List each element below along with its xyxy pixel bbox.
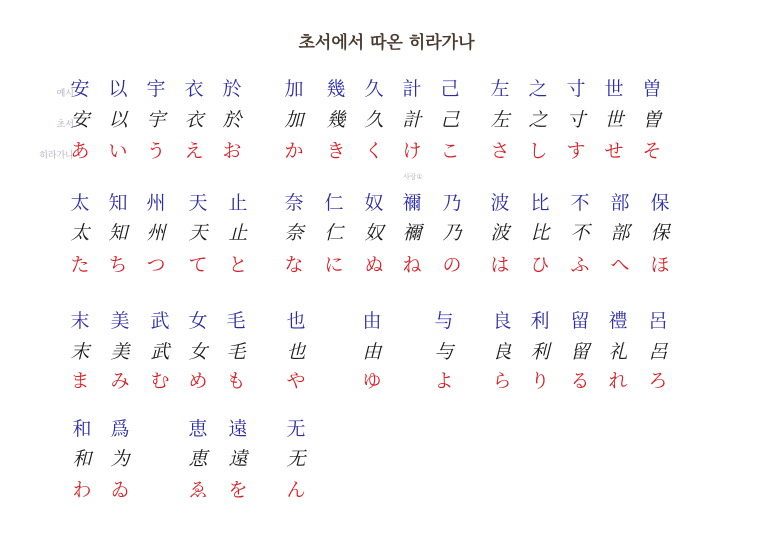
row-label-cursive: 초서 (56, 120, 74, 130)
hiragana-glyph: ん (286, 479, 306, 501)
cursive-glyph: 天 (188, 222, 208, 244)
page-title: 초서에서 따온 히라가나 (298, 33, 475, 53)
hiragana-glyph: ろ (648, 370, 668, 392)
hiragana-glyph: ね (402, 254, 422, 276)
kanji-glyph: 部 (610, 192, 630, 214)
cursive-glyph: 部 (610, 222, 630, 244)
hiragana-glyph: ゑ (188, 479, 208, 501)
hiragana-glyph: り (530, 370, 550, 392)
kanji-glyph: 无 (286, 418, 306, 440)
kanji-glyph: 波 (490, 192, 510, 214)
hiragana-glyph: ほ (650, 254, 670, 276)
cursive-glyph: 知 (108, 222, 128, 244)
kanji-glyph: 曽 (642, 78, 662, 100)
hiragana-glyph: ち (108, 254, 128, 276)
hiragana-glyph: あ (70, 140, 90, 162)
kanji-glyph: 由 (362, 310, 382, 332)
hiragana-glyph: を (228, 479, 248, 501)
kanji-glyph: 不 (570, 192, 590, 214)
hiragana-glyph: ま (70, 370, 90, 392)
cursive-glyph: 禰 (402, 222, 422, 244)
kanji-glyph: 安 (70, 78, 90, 100)
kanji-glyph: 太 (70, 192, 90, 214)
kanji-glyph: 衣 (184, 78, 204, 100)
cursive-glyph: 不 (570, 222, 590, 244)
hiragana-glyph: せ (604, 140, 624, 162)
cursive-glyph: 乃 (442, 222, 462, 244)
kanji-glyph: 州 (146, 192, 166, 214)
kanji-glyph: 利 (530, 310, 550, 332)
hiragana-glyph: み (110, 370, 130, 392)
kanji-glyph: 己 (440, 78, 460, 100)
cursive-glyph: 女 (188, 341, 208, 363)
kanji-glyph: 保 (650, 192, 670, 214)
hiragana-glyph: お (222, 140, 242, 162)
hiragana-glyph: う (146, 140, 166, 162)
kanji-glyph: 於 (222, 78, 242, 100)
cursive-glyph: 衣 (184, 109, 204, 131)
cursive-glyph: 呂 (648, 341, 668, 363)
cursive-glyph: 曽 (642, 109, 662, 131)
kanji-glyph: 左 (490, 78, 510, 100)
cursive-glyph: 仁 (324, 222, 344, 244)
kanji-glyph: 天 (188, 192, 208, 214)
hiragana-glyph: こ (440, 140, 460, 162)
hiragana-glyph: も (226, 370, 246, 392)
cursive-glyph: 太 (70, 222, 90, 244)
hiragana-glyph: き (326, 140, 346, 162)
hiragana-glyph: ぬ (364, 254, 384, 276)
kanji-glyph: 久 (364, 78, 384, 100)
kanji-glyph: 禰 (402, 192, 422, 214)
hiragana-glyph: す (566, 140, 586, 162)
cursive-glyph: 止 (228, 222, 248, 244)
hiragana-glyph: し (528, 140, 548, 162)
hiragana-glyph: さ (490, 140, 510, 162)
hiragana-glyph: ゆ (362, 370, 382, 392)
cursive-glyph: 以 (108, 109, 128, 131)
kanji-glyph: 美 (110, 310, 130, 332)
cursive-glyph: 州 (146, 222, 166, 244)
cursive-glyph: 利 (530, 341, 550, 363)
cursive-glyph: 奴 (364, 222, 384, 244)
hiragana-glyph: や (286, 370, 306, 392)
cursive-glyph: 安 (70, 109, 90, 131)
hiragana-glyph: つ (146, 254, 166, 276)
kanji-glyph: 奴 (364, 192, 384, 214)
cursive-glyph: 也 (286, 341, 306, 363)
cursive-glyph: 幾 (326, 109, 346, 131)
cursive-glyph: 左 (490, 109, 510, 131)
kanji-glyph: 禮 (608, 310, 628, 332)
kanji-glyph: 遠 (228, 418, 248, 440)
hiragana-glyph: た (70, 254, 90, 276)
kanji-glyph: 加 (284, 78, 304, 100)
kanji-glyph: 与 (434, 310, 454, 332)
cursive-glyph: 为 (110, 448, 130, 470)
hiragana-glyph: え (184, 140, 204, 162)
cursive-glyph: 寸 (566, 109, 586, 131)
hiragana-glyph: ら (492, 370, 512, 392)
kanji-glyph: 知 (108, 192, 128, 214)
hiragana-glyph: れ (608, 370, 628, 392)
cursive-glyph: 武 (150, 341, 170, 363)
hiragana-glyph: よ (434, 370, 454, 392)
cursive-glyph: 之 (528, 109, 548, 131)
hiragana-glyph: の (442, 254, 462, 276)
cursive-glyph: 宇 (146, 109, 166, 131)
kanji-glyph: 末 (70, 310, 90, 332)
kanji-glyph: 以 (108, 78, 128, 100)
cursive-glyph: 己 (440, 109, 460, 131)
hiragana-glyph: る (570, 370, 590, 392)
kanji-glyph: 良 (492, 310, 512, 332)
hiragana-glyph: く (364, 140, 384, 162)
cursive-glyph: 恵 (188, 448, 208, 470)
hiragana-glyph: に (324, 254, 344, 276)
cursive-glyph: 奈 (284, 222, 304, 244)
kanji-glyph: 之 (528, 78, 548, 100)
kanji-glyph: 女 (188, 310, 208, 332)
kanji-glyph: 毛 (226, 310, 246, 332)
cursive-glyph: 波 (490, 222, 510, 244)
hiragana-glyph: ふ (570, 254, 590, 276)
kanji-glyph: 武 (150, 310, 170, 332)
cursive-glyph: 遠 (228, 448, 248, 470)
kanji-glyph: 止 (228, 192, 248, 214)
cursive-glyph: 久 (364, 109, 384, 131)
annotation-note: 사랑① (403, 173, 423, 181)
row-label-hiragana: 히라가나 (39, 151, 74, 161)
kanji-glyph: 恵 (188, 418, 208, 440)
cursive-glyph: 末 (70, 341, 90, 363)
hiragana-glyph: か (284, 140, 304, 162)
hiragana-glyph: そ (642, 140, 662, 162)
hiragana-glyph: い (108, 140, 128, 162)
cursive-glyph: 良 (492, 341, 512, 363)
cursive-glyph: 保 (650, 222, 670, 244)
hiragana-glyph: め (188, 370, 208, 392)
hiragana-glyph: は (490, 254, 510, 276)
cursive-glyph: 留 (570, 341, 590, 363)
kanji-glyph: 寸 (566, 78, 586, 100)
kanji-glyph: 仁 (324, 192, 344, 214)
kanji-glyph: 計 (402, 78, 422, 100)
kanji-glyph: 奈 (284, 192, 304, 214)
cursive-glyph: 美 (110, 341, 130, 363)
cursive-glyph: 毛 (226, 341, 246, 363)
cursive-glyph: 由 (362, 341, 382, 363)
kanji-glyph: 爲 (110, 418, 130, 440)
cursive-glyph: 无 (286, 448, 306, 470)
kanji-glyph: 乃 (442, 192, 462, 214)
hiragana-glyph: と (228, 254, 248, 276)
cursive-glyph: 和 (72, 448, 92, 470)
cursive-glyph: 礼 (608, 341, 628, 363)
kanji-glyph: 幾 (326, 78, 346, 100)
kanji-glyph: 留 (570, 310, 590, 332)
hiragana-glyph: ゐ (110, 479, 130, 501)
kanji-glyph: 呂 (648, 310, 668, 332)
kanji-glyph: 比 (530, 192, 550, 214)
hiragana-glyph: て (188, 254, 208, 276)
cursive-glyph: 比 (530, 222, 550, 244)
cursive-glyph: 計 (402, 109, 422, 131)
hiragana-glyph: む (150, 370, 170, 392)
hiragana-glyph: け (402, 140, 422, 162)
hiragana-glyph: な (284, 254, 304, 276)
cursive-glyph: 世 (604, 109, 624, 131)
hiragana-glyph: ひ (530, 254, 550, 276)
kanji-glyph: 宇 (146, 78, 166, 100)
kanji-glyph: 世 (604, 78, 624, 100)
cursive-glyph: 与 (434, 341, 454, 363)
kanji-glyph: 也 (286, 310, 306, 332)
row-label-kanji: 예시 (56, 89, 74, 99)
kanji-glyph: 和 (72, 418, 92, 440)
hiragana-glyph: へ (610, 254, 630, 276)
hiragana-glyph: わ (72, 479, 92, 501)
cursive-glyph: 加 (284, 109, 304, 131)
cursive-glyph: 於 (222, 109, 242, 131)
